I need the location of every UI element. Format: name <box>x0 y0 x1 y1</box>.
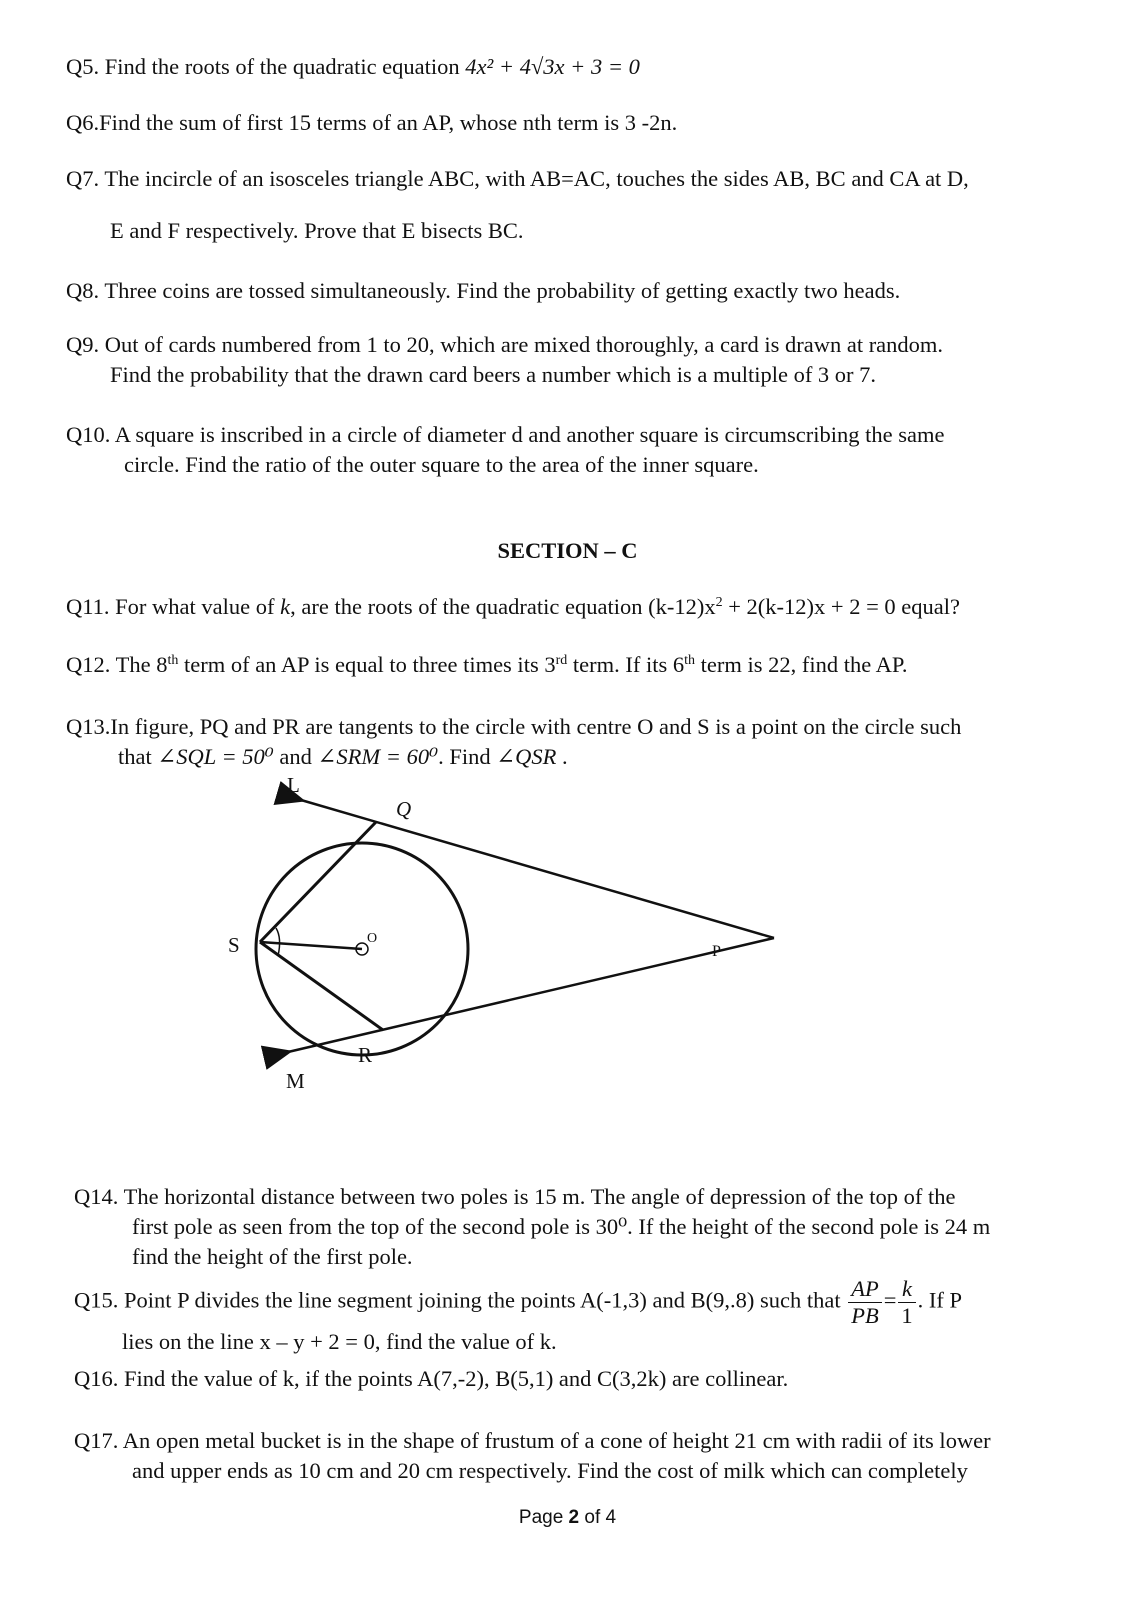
question-5 <box>66 52 1095 82</box>
question-10-line-1: Q10. A square is inscribed in a circle of diameter d and another square is circumscribing the same <box>66 422 945 447</box>
tangent-circle-figure <box>200 770 820 1100</box>
question-12-s3: th <box>684 653 695 668</box>
radius-so-line <box>260 942 362 949</box>
question-13-line-2 <box>66 742 1095 772</box>
footer-page-label: Page <box>518 1507 569 1528</box>
label-q: Q <box>396 797 412 821</box>
question-17 <box>74 1426 1095 1486</box>
footer-page-number: 2 <box>568 1507 580 1528</box>
question-7-line-2: E and F respectively. Prove that E bisects BC. <box>110 218 524 243</box>
question-17-line-1: Q17. An open metal bucket is in the shape of frustum of a cone of height 21 cm with radii of its lower <box>74 1428 991 1453</box>
question-15-line-1 <box>74 1276 1095 1329</box>
fraction-k: k <box>898 1276 915 1303</box>
question-5-text: Q5. Find the roots of the quadratic equation <box>66 54 466 79</box>
question-5-equation: 4x² + 4√3x + 3 = 0 <box>465 54 640 79</box>
question-15 <box>74 1276 1095 1357</box>
chord-sq-line <box>260 822 376 942</box>
question-15-equals: = <box>883 1287 897 1313</box>
question-17-line-2: and upper ends as 10 cm and 20 cm respectively. Find the cost of milk which can completely <box>132 1458 968 1483</box>
question-9-line-1: Q9. Out of cards numbered from 1 to 20, which are mixed thoroughly, a card is drawn at random. <box>66 332 944 357</box>
label-l: L <box>287 773 300 797</box>
question-11-k: k <box>280 594 291 619</box>
fraction-ap-pb <box>848 1276 882 1329</box>
question-16-text: Q16. Find the value of k, if the points A(7,-2), B(5,1) and C(3,2k) are collinear. <box>74 1366 789 1391</box>
question-14-line-1: Q14. The horizontal distance between two poles is 15 m. The angle of depression of the top of the <box>74 1184 956 1209</box>
question-14 <box>74 1182 1095 1272</box>
question-12-t2: term of an AP is equal to three times its 3 <box>178 652 556 677</box>
question-15-text-b: . If P <box>917 1287 963 1313</box>
label-o: O <box>367 931 378 946</box>
question-16 <box>74 1364 1095 1394</box>
question-11-sup: 2 <box>715 595 723 610</box>
question-12 <box>66 650 1095 680</box>
question-6 <box>66 108 1095 138</box>
tangent-pq-line <box>301 800 774 938</box>
question-13-text-b: and <box>273 744 318 769</box>
question-11 <box>66 592 1095 622</box>
page-footer <box>0 1503 1135 1533</box>
question-13-text-d: . <box>556 744 568 769</box>
question-14-line-3: find the height of the first pole. <box>132 1244 413 1269</box>
question-13-angle-srm: ∠SRM = 60⁰ <box>317 744 439 769</box>
label-p: P <box>712 943 721 960</box>
label-s: S <box>228 933 240 957</box>
question-13-text-a: that <box>118 744 158 769</box>
question-12-t3: term. If its 6 <box>567 652 685 677</box>
footer-page-total: of 4 <box>579 1507 617 1528</box>
question-12-t4: term is 22, find the AP. <box>695 652 908 677</box>
question-8 <box>66 276 1095 306</box>
fraction-pb: PB <box>851 1303 879 1328</box>
question-13-angle-qsr: ∠QSR <box>496 744 557 769</box>
section-c-heading: SECTION – C <box>497 538 638 563</box>
fraction-ap: AP <box>848 1276 882 1303</box>
question-15-text-a: Q15. Point P divides the line segment joining the points A(-1,3) and B(9,.8) such that <box>74 1287 847 1313</box>
question-7 <box>66 164 1095 246</box>
question-15-line-2: lies on the line x – y + 2 = 0, find the value of k. <box>122 1329 557 1354</box>
question-11-text-b: , are the roots of the quadratic equation (k-12)x <box>290 594 716 619</box>
question-10 <box>66 420 1095 480</box>
fraction-1: 1 <box>901 1303 913 1328</box>
question-6-text: Q6.Find the sum of first 15 terms of an AP, whose nth term is 3 -2n. <box>66 110 678 135</box>
question-9 <box>66 330 1095 390</box>
question-13-angle-sql: ∠SQL = 50⁰ <box>157 744 274 769</box>
question-12-t1: Q12. The 8 <box>66 652 168 677</box>
label-r: R <box>358 1043 373 1067</box>
question-12-s2: rd <box>555 653 568 668</box>
question-9-line-2: Find the probability that the drawn card beers a number which is a multiple of 3 or 7. <box>110 362 877 387</box>
question-11-text-a: Q11. For what value of <box>66 594 281 619</box>
question-7-line-1: Q7. The incircle of an isosceles triangle ABC, with AB=AC, touches the sides AB, BC and CA at D, <box>66 166 969 191</box>
question-13-text-c: . Find <box>438 744 497 769</box>
question-13 <box>66 712 1095 772</box>
question-11-text-c: + 2(k-12)x + 2 = 0 equal? <box>722 594 960 619</box>
label-m: M <box>286 1069 305 1093</box>
question-13-line-1: Q13.In figure, PQ and PR are tangents to the circle with centre O and S is a point on the circle such <box>66 714 962 739</box>
question-12-s1: th <box>167 653 179 668</box>
fraction-k-1 <box>898 1276 915 1329</box>
question-8-text: Q8. Three coins are tossed simultaneously. Find the probability of getting exactly two heads. <box>66 278 901 303</box>
question-14-line-2: first pole as seen from the top of the second pole is 30⁰. If the height of the second pole is 24 m <box>132 1214 991 1239</box>
question-10-line-2: circle. Find the ratio of the outer square to the area of the inner square. <box>124 452 759 477</box>
